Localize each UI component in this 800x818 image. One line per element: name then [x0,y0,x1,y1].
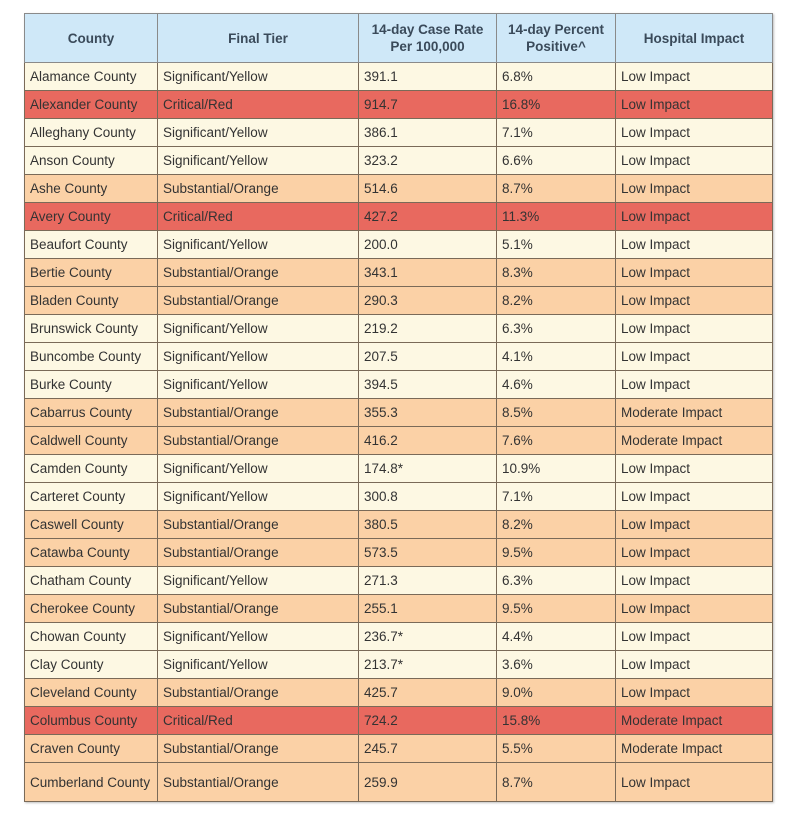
table-row [25,511,773,539]
county-cell: Cabarrus County [25,399,158,427]
tier-cell: Significant/Yellow [158,315,359,343]
header-county: County [25,14,158,63]
percent-positive-cell: 15.8% [497,707,616,735]
percent-positive-cell: 4.4% [497,623,616,651]
case-rate-cell: 391.1 [359,63,497,91]
header-final-tier: Final Tier [158,14,359,63]
tier-cell: Substantial/Orange [158,539,359,567]
percent-positive-cell: 3.6% [497,651,616,679]
percent-positive-cell: 7.1% [497,483,616,511]
tier-cell: Significant/Yellow [158,119,359,147]
hospital-impact-cell: Low Impact [616,455,773,483]
county-cell: Buncombe County [25,343,158,371]
tier-cell: Substantial/Orange [158,511,359,539]
county-cell: Carteret County [25,483,158,511]
table-row [25,539,773,567]
table-row [25,595,773,623]
case-rate-cell: 914.7 [359,91,497,119]
case-rate-cell: 380.5 [359,511,497,539]
table-row [25,231,773,259]
table-row [25,567,773,595]
table-row [25,287,773,315]
case-rate-cell: 514.6 [359,175,497,203]
case-rate-cell: 200.0 [359,231,497,259]
hospital-impact-cell: Moderate Impact [616,735,773,763]
case-rate-cell: 236.7* [359,623,497,651]
county-cell: Brunswick County [25,315,158,343]
hospital-impact-cell: Low Impact [616,231,773,259]
tier-cell: Substantial/Orange [158,427,359,455]
tier-cell: Significant/Yellow [158,63,359,91]
case-rate-cell: 427.2 [359,203,497,231]
hospital-impact-cell: Low Impact [616,63,773,91]
percent-positive-cell: 6.3% [497,315,616,343]
percent-positive-cell: 8.5% [497,399,616,427]
hospital-impact-cell: Low Impact [616,539,773,567]
percent-positive-cell: 8.2% [497,511,616,539]
tier-cell: Significant/Yellow [158,147,359,175]
county-tier-table [24,13,773,802]
table-row [25,175,773,203]
tier-cell: Significant/Yellow [158,455,359,483]
percent-positive-cell: 4.1% [497,343,616,371]
case-rate-cell: 343.1 [359,259,497,287]
case-rate-cell: 425.7 [359,679,497,707]
hospital-impact-cell: Moderate Impact [616,707,773,735]
percent-positive-cell: 8.7% [497,175,616,203]
county-cell: Burke County [25,371,158,399]
table-row [25,735,773,763]
table-row [25,679,773,707]
table-row [25,483,773,511]
county-cell: Bertie County [25,259,158,287]
county-cell: Chatham County [25,567,158,595]
hospital-impact-cell: Moderate Impact [616,427,773,455]
tier-cell: Substantial/Orange [158,735,359,763]
county-cell: Anson County [25,147,158,175]
hospital-impact-cell: Low Impact [616,147,773,175]
case-rate-cell: 355.3 [359,399,497,427]
county-cell: Alexander County [25,91,158,119]
tier-cell: Significant/Yellow [158,483,359,511]
tier-cell: Significant/Yellow [158,567,359,595]
table-body [25,63,773,802]
hospital-impact-cell: Low Impact [616,511,773,539]
tier-cell: Critical/Red [158,707,359,735]
case-rate-cell: 213.7* [359,651,497,679]
table-row [25,119,773,147]
case-rate-cell: 290.3 [359,287,497,315]
percent-positive-cell: 10.9% [497,455,616,483]
table-row [25,399,773,427]
case-rate-cell: 416.2 [359,427,497,455]
county-cell: Avery County [25,203,158,231]
table-row [25,343,773,371]
case-rate-cell: 207.5 [359,343,497,371]
percent-positive-cell: 4.6% [497,371,616,399]
tier-cell: Substantial/Orange [158,679,359,707]
tier-cell: Substantial/Orange [158,259,359,287]
hospital-impact-cell: Low Impact [616,763,773,802]
table-row [25,707,773,735]
table-row [25,63,773,91]
percent-positive-cell: 8.2% [497,287,616,315]
county-cell: Caswell County [25,511,158,539]
percent-positive-cell: 7.6% [497,427,616,455]
hospital-impact-cell: Low Impact [616,203,773,231]
percent-positive-cell: 6.8% [497,63,616,91]
hospital-impact-cell: Low Impact [616,119,773,147]
case-rate-cell: 300.8 [359,483,497,511]
county-cell: Beaufort County [25,231,158,259]
table-row [25,623,773,651]
case-rate-cell: 259.9 [359,763,497,802]
county-cell: Cleveland County [25,679,158,707]
county-cell: Craven County [25,735,158,763]
hospital-impact-cell: Low Impact [616,315,773,343]
hospital-impact-cell: Low Impact [616,175,773,203]
tier-cell: Significant/Yellow [158,623,359,651]
case-rate-cell: 724.2 [359,707,497,735]
hospital-impact-cell: Low Impact [616,371,773,399]
tier-cell: Substantial/Orange [158,399,359,427]
percent-positive-cell: 8.3% [497,259,616,287]
table-row [25,147,773,175]
county-cell: Alamance County [25,63,158,91]
county-cell: Caldwell County [25,427,158,455]
county-cell: Clay County [25,651,158,679]
tier-cell: Significant/Yellow [158,651,359,679]
tier-cell: Substantial/Orange [158,287,359,315]
hospital-impact-cell: Low Impact [616,595,773,623]
table-row [25,427,773,455]
table-row [25,371,773,399]
header-hospital-impact: Hospital Impact [616,14,773,63]
hospital-impact-cell: Low Impact [616,343,773,371]
hospital-impact-cell: Low Impact [616,259,773,287]
header-percent-positive: 14-day Percent Positive^ [497,14,616,63]
county-cell: Camden County [25,455,158,483]
case-rate-cell: 394.5 [359,371,497,399]
tier-cell: Significant/Yellow [158,371,359,399]
county-cell: Cherokee County [25,595,158,623]
county-cell: Catawba County [25,539,158,567]
hospital-impact-cell: Low Impact [616,483,773,511]
percent-positive-cell: 9.5% [497,595,616,623]
percent-positive-cell: 9.5% [497,539,616,567]
percent-positive-cell: 8.7% [497,763,616,802]
hospital-impact-cell: Low Impact [616,287,773,315]
county-cell: Chowan County [25,623,158,651]
case-rate-cell: 271.3 [359,567,497,595]
case-rate-cell: 386.1 [359,119,497,147]
tier-cell: Significant/Yellow [158,343,359,371]
tier-cell: Critical/Red [158,203,359,231]
hospital-impact-cell: Low Impact [616,679,773,707]
percent-positive-cell: 9.0% [497,679,616,707]
table-row [25,259,773,287]
percent-positive-cell: 11.3% [497,203,616,231]
percent-positive-cell: 16.8% [497,91,616,119]
hospital-impact-cell: Moderate Impact [616,399,773,427]
header-row [25,14,773,63]
county-cell: Cumberland County [25,763,158,802]
tier-cell: Substantial/Orange [158,763,359,802]
county-cell: Bladen County [25,287,158,315]
case-rate-cell: 245.7 [359,735,497,763]
header-case-rate: 14-day Case Rate Per 100,000 [359,14,497,63]
percent-positive-cell: 6.3% [497,567,616,595]
table-row [25,315,773,343]
county-cell: Alleghany County [25,119,158,147]
hospital-impact-cell: Low Impact [616,623,773,651]
case-rate-cell: 219.2 [359,315,497,343]
table-row [25,203,773,231]
case-rate-cell: 174.8* [359,455,497,483]
tier-cell: Substantial/Orange [158,595,359,623]
table-row [25,91,773,119]
hospital-impact-cell: Low Impact [616,567,773,595]
hospital-impact-cell: Low Impact [616,651,773,679]
tier-cell: Substantial/Orange [158,175,359,203]
tier-cell: Critical/Red [158,91,359,119]
tier-cell: Significant/Yellow [158,231,359,259]
percent-positive-cell: 6.6% [497,147,616,175]
table-row [25,651,773,679]
table-row [25,455,773,483]
case-rate-cell: 323.2 [359,147,497,175]
case-rate-cell: 573.5 [359,539,497,567]
percent-positive-cell: 7.1% [497,119,616,147]
percent-positive-cell: 5.5% [497,735,616,763]
county-cell: Ashe County [25,175,158,203]
case-rate-cell: 255.1 [359,595,497,623]
percent-positive-cell: 5.1% [497,231,616,259]
hospital-impact-cell: Low Impact [616,91,773,119]
table-row [25,763,773,802]
county-cell: Columbus County [25,707,158,735]
